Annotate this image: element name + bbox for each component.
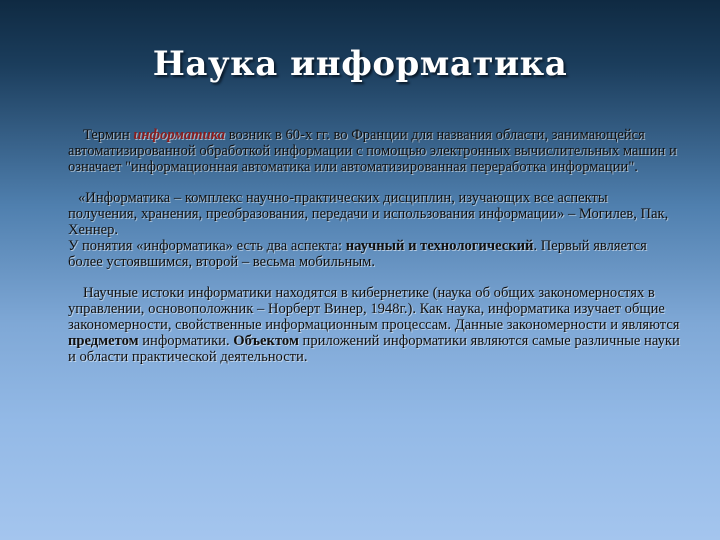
p1-text-after: возник в 60-х гг. во Франции для названия области, занимающейся автоматизированной обработкой информации с помощью электронных вычислительных машин и означает "информационная автоматика или автоматизированная переработка информации". xyxy=(68,127,677,175)
paragraph-scientific-origins xyxy=(68,286,680,365)
p3-text-before: У понятия «информатика» есть два аспекта: xyxy=(68,237,346,254)
p4-text-part1: Научные истоки информатики находятся в кибернетике (наука об общих закономерностях в управлении, основоположник – Норберт Винер, 1948г.). Как наука, информатика изучает общие закономерности, свойственные информационным процессам. Данные закономерности и являются xyxy=(68,285,680,333)
term-highlight: информатика xyxy=(133,127,226,143)
paragraph-term-origin xyxy=(68,128,680,175)
p1-text-before: Термин xyxy=(83,127,134,143)
paragraph-two-aspects xyxy=(68,239,680,271)
subject-emphasis: предметом xyxy=(68,332,139,349)
p4-text-part3: приложений информатики являются самые различные науки и области практической деятельности. xyxy=(68,332,680,365)
aspects-emphasis: научный и технологический xyxy=(345,237,534,254)
paragraph-definition-quote: «Информатика – комплекс научно-практических дисциплин, изучающих все аспекты получения, хранения, преобразования, передачи и использования информации» – Могилев, Пак, Хеннер. xyxy=(68,190,669,238)
p4-text-part2: информатики. xyxy=(138,332,234,349)
slide-title: Наука информатика xyxy=(152,44,568,84)
p3-text-after: . Первый является более устоявшимся, второй – весьма мобильным. xyxy=(68,237,647,270)
slide-body xyxy=(68,128,680,365)
object-emphasis: Объектом xyxy=(233,332,299,349)
